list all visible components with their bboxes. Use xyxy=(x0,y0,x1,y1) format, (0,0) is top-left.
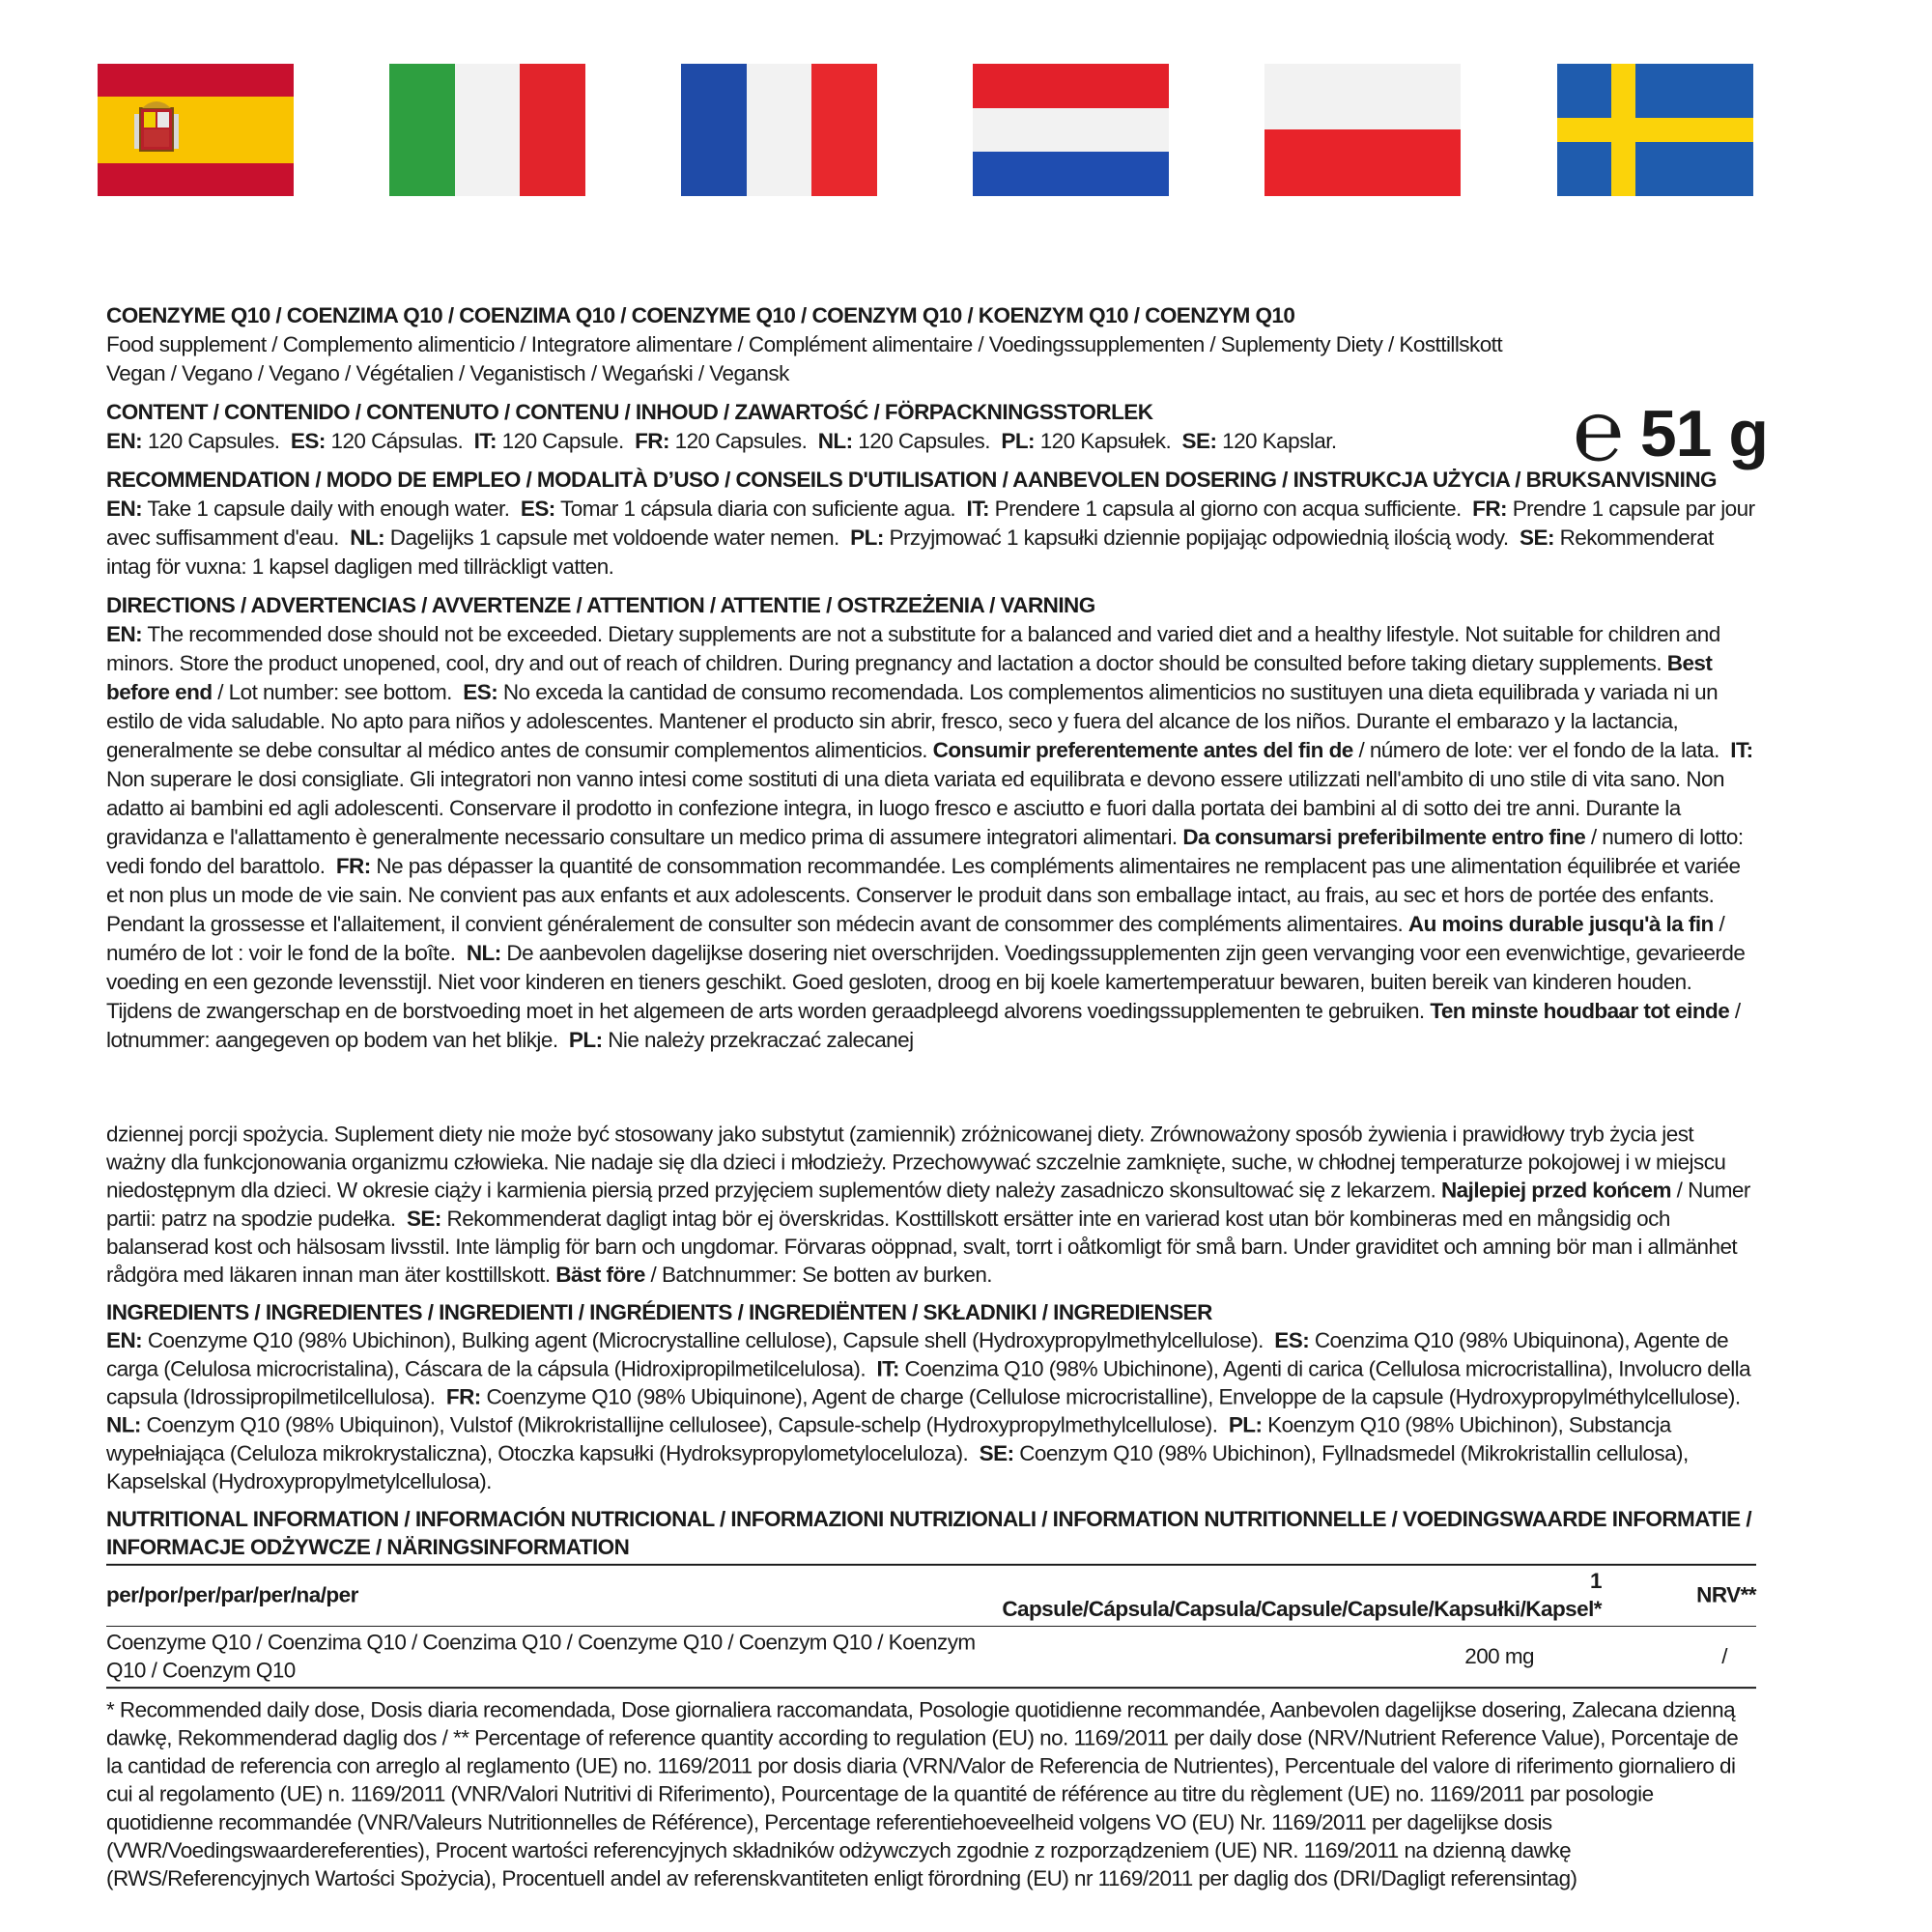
poland-flag-icon xyxy=(1264,64,1461,196)
row-nrv: / xyxy=(1640,1626,1756,1688)
content-heading: CONTENT / CONTENIDO / CONTENUTO / CONTENU / INHOUD / ZAWARTOŚĆ / FÖRPACKNINGSSTORLEK xyxy=(106,400,1153,424)
ingredients-text: EN: Coenzyme Q10 (98% Ubichinon), Bulking agent (Microcrystalline cellulose), Capsule shell (Hydroxypropylmethylcellulose). ES: Coenzima Q10 (98% Ubiquinona), Agente de carga (Celulosa microcristalina), Cáscara de la cápsula (Hidroxipropilmetilcelulosa). IT: Coenzima Q10 (98% Ubichinone), Agenti di carica (Cellulosa microcristallina), Involucro della capsula (Idrossipropilmetilcellulosa). FR: Coenzyme Q10 (98% Ubiquinone), Agent de charge (Cellulose microcristalline), Enveloppe de la capsule (Hydroxypropylméthylcellulose). NL: Coenzym Q10 (98% Ubiquinon), Vulstof (Mikrokristallijne cellulosee), Capsule-schelp (Hydroxypropylmethylcellulose). PL: Koenzym Q10 (98% Ubichinon), Substancja wypełniająca (Celuloza mikrokrystaliczna), Otoczka kapsułki (Hydroksypropylometyloceluloza). SE: Coenzym Q10 (98% Ubichinon), Fyllnadsmedel (Mikrokristallin cellulosa), Kapselskal (Hydroxypropylmetylcellulosa). xyxy=(106,1328,1751,1493)
content-section xyxy=(106,398,1756,456)
ingredients-section xyxy=(106,1299,1756,1496)
spain-flag-icon xyxy=(98,64,294,196)
product-title: COENZYME Q10 / COENZIMA Q10 / COENZIMA Q10 / COENZYME Q10 / COENZYM Q10 / KOENZYM Q10 / COENZYM Q10 xyxy=(106,303,1295,327)
directions-heading: DIRECTIONS / ADVERTENCIAS / AVVERTENZE / ATTENTION / ATTENTIE / OSTRZEŻENIA / VARNING xyxy=(106,593,1095,617)
nutrition-footnote: * Recommended daily dose, Dosis diaria recomendada, Dose giornaliera raccomandata, Posologie quotidienne recommandée, Aanbevolen dagelijkse dosering, Zalecana dzienną dawkę, Rekommenderad daglig dos / ** Percentage of reference quantity according to regulation (EU) no. 1169/2011 per daily dose (NRV/Nutrient Reference Value), Porcentaje de la cantidad de referencia con arreglo al reglamento (UE) no. 1169/2011 por dosis diaria (VRN/Valor de Referencia de Nutrientes), Percentuale del valore di riferimento giornaliero di cui al regolamento (UE) n. 1169/2011 (VNR/Valori Nutritivi di Riferimento), Pourcentage de la quantité de référence au titre du règlement (UE) no. 1169/2011 par posologie quotidienne recommandée (VNR/Valeurs Nutritionnelles de Référence), Percentage referentiehoeveelheid volgens VO (EU) Nr. 1169/2011 per dagelijkse dosis (VWR/Voedingswaardereferenties), Procent wartości referencyjnych składników odżywczych zgodnie z rozporządzeniem (UE) NR. 1169/2011 na dzienną dawkę (RWS/Referencyjnych Wartości Spożycia), Procentuell andel av referenskvantiteten enligt förordning (EU) nr 1169/2011 per daglig dos (DRI/Dagligt referensintag) xyxy=(106,1697,1739,1891)
col-per: per/por/per/par/per/na/per xyxy=(106,1565,1002,1627)
estimated-sign-icon: ℮ xyxy=(1573,383,1623,478)
nutrition-table-header xyxy=(106,1565,1756,1627)
content-text: EN: 120 Capsules. ES: 120 Cápsulas. IT: 120 Capsule. FR: 120 Capsules. NL: 120 Capsules. PL: 120 Kapsułek. SE: 120 Kapslar. xyxy=(106,429,1337,453)
row-amount: 200 mg xyxy=(1002,1626,1640,1688)
table-row xyxy=(106,1626,1756,1688)
flags-row xyxy=(98,64,1753,199)
france-flag-icon xyxy=(681,64,877,196)
product-vegan: Vegan / Vegano / Vegano / Végétalien / Veganistisch / Wegański / Vegansk xyxy=(106,361,789,385)
nutrition-table xyxy=(106,1564,1756,1689)
nutrition-heading: NUTRITIONAL INFORMATION / INFORMACIÓN NUTRICIONAL / INFORMAZIONI NUTRIZIONALI / INFORMATION NUTRITIONNELLE / VOEDINGSWAARDE INFORMATIE / INFORMACJE ODŻYWCZE / NÄRINGSINFORMATION xyxy=(106,1507,1752,1559)
col-nrv: NRV** xyxy=(1640,1565,1756,1627)
recommendation-heading: RECOMMENDATION / MODO DE EMPLEO / MODALITÀ D’USO / CONSEILS D'UTILISATION / AANBEVOLEN DOSERING / INSTRUKCJA UŻYCIA / BRUKSANVISNING xyxy=(106,468,1717,492)
directions-text-upper: EN: The recommended dose should not be exceeded. Dietary supplements are not a substitute for a balanced and varied diet and a healthy lifestyle. Not suitable for children and minors. Store the product unopened, cool, dry and out of reach of children. During pregnancy and lactation a doctor should be consulted before taking dietary supplements. Best before end / Lot number: see bottom. ES: No exceda la cantidad de consumo recomendada. Los complementos alimenticios no sustituyen una dieta equilibrada y variada ni un estilo de vida saludable. No apto para niños y adolescentes. Mantener el producto sin abrir, fresco, seco y fuera del alcance de los niños. Durante el embarazo y la lactancia, generalmente se debe consultar al médico antes de consumir complementos alimenticios. Consumir preferentemente antes del fin de / número de lote: ver el fondo de la lata. IT: Non superare le dosi consigliate. Gli integratori non vanno intesi come sostituti di una dieta variata ed equilibrata e devono essere utilizzati nell'ambito di uno stile di vita sano. Non adatto ai bambini ed agli adolescenti. Conservare il prodotto in confezione integra, in luogo fresco e asciutto e fuori dalla portata dei bambini al di sotto dei tre anni. Durante la gravidanza e l'allattamento è generalmente necessario consultare un medico prima di assumere integratori alimentari. Da consumarsi preferibilmente entro fine / numero di lotto: vedi fondo del barattolo. FR: Ne pas dépasser la quantité de consommation recommandée. Les compléments alimentaires ne remplacent pas une alimentation équilibrée et variée et non plus un mode de vie sain. Ne convient pas aux enfants et aux adolescents. Conserver le produit dans son emballage intact, au frais, au sec et hors de portée des enfants. Pendant la grossesse et l'allaitement, il convient généralement de consulter son médecin avant de consommer des compléments alimentaires. Au moins durable jusqu'à la fin / numéro de lot : voir le fond de la boîte. NL: De aanbevolen dagelijkse dosering niet overschrijden. Voedingssupplementen zijn geen vervanging voor een evenwichtige, gevarieerde voeding en een gezonde levensstijl. Niet voor kinderen en tieners geschikt. Goed gesloten, droog en bij koele kamertemperatuur bewaren, buiten bereik van kinderen houden. Tijdens de zwangerschap en de borstvoeding moet in het algemeen de arts worden geraadpleegd alvorens voedingssupplementen te gebruiken. Ten minste houdbaar tot einde / lotnummer: aangegeven op bodem van het blikje. PL: Nie należy przekraczać zalecanej xyxy=(106,622,1753,1052)
ingredients-heading: INGREDIENTS / INGREDIENTES / INGREDIENTI / INGRÉDIENTS / INGREDIËNTEN / SKŁADNIKI / INGREDIENSER xyxy=(106,1300,1212,1324)
net-weight-value: 51 g xyxy=(1639,397,1768,470)
label-lower-block xyxy=(106,1121,1756,1893)
product-type: Food supplement / Complemento alimenticio / Integratore alimentare / Complément alimentaire / Voedingssupplementen / Suplementy Diety / Kosttillskott xyxy=(106,332,1503,356)
col-capsule: 1 Capsule/Cápsula/Capsula/Capsule/Capsule/Kapsułki/Kapsel* xyxy=(1002,1565,1640,1627)
recommendation-text: EN: Take 1 capsule daily with enough water. ES: Tomar 1 cápsula diaria con suficiente agua. IT: Prendere 1 capsula al giorno con acqua sufficiente. FR: Prendre 1 capsule par jour avec suffisamment d'eau. NL: Dagelijks 1 capsule met voldoende water nemen. PL: Przyjmować 1 kapsułki dziennie popijając odpowiednią ilością wody. SE: Rekommenderat intag för vuxna: 1 kapsel dagligen med tillräckligt vatten. xyxy=(106,497,1755,579)
netherlands-flag-icon xyxy=(973,64,1169,196)
nutrition-section xyxy=(106,1506,1756,1893)
label-upper-block xyxy=(106,301,1756,1055)
italy-flag-icon xyxy=(389,64,585,196)
directions-text-lower: dziennej porcji spożycia. Suplement diety nie może być stosowany jako substytut (zamiennik) zróżnicowanej diety. Zrównoważony sposób żywienia i prawidłowy tryb życia jest ważny dla funkcjonowania organizmu człowieka. Nie nadaje się dla dzieci i młodzieży. Przechowywać szczelnie zamknięte, suche, w chłodnej temperaturze pokojowej i w miejscu niedostępnym dla dzieci. W okresie ciąży i karmienia piersią przed przyjęciem suplementów diety należy zasadniczo skonsultować się z lekarzem. Najlepiej przed końcem / Numer partii: patrz na spodzie pudełka. SE: Rekommenderat dagligt intag bör ej överskridas. Kosttillskott ersätter inte en varierad kost utan bör kombineras med en mångsidig och balanserad kost och hälsosam livsstil. Inte lämplig för barn och ungdomar. Förvaras oöppnad, svalt, torrt i oåtkomligt för små barn. Under graviditet och amning bör man i allmänhet rådgöra med läkaren innan man äter kosttillskott. Bäst före / Batchnummer: Se botten av burken. xyxy=(106,1122,1750,1288)
row-name: Coenzyme Q10 / Coenzima Q10 / Coenzima Q10 / Coenzyme Q10 / Coenzym Q10 / Koenzym Q10 / Coenzym Q10 xyxy=(106,1626,1002,1688)
directions-section xyxy=(106,591,1756,1055)
sweden-flag-icon xyxy=(1557,64,1753,196)
recommendation-section xyxy=(106,466,1756,582)
